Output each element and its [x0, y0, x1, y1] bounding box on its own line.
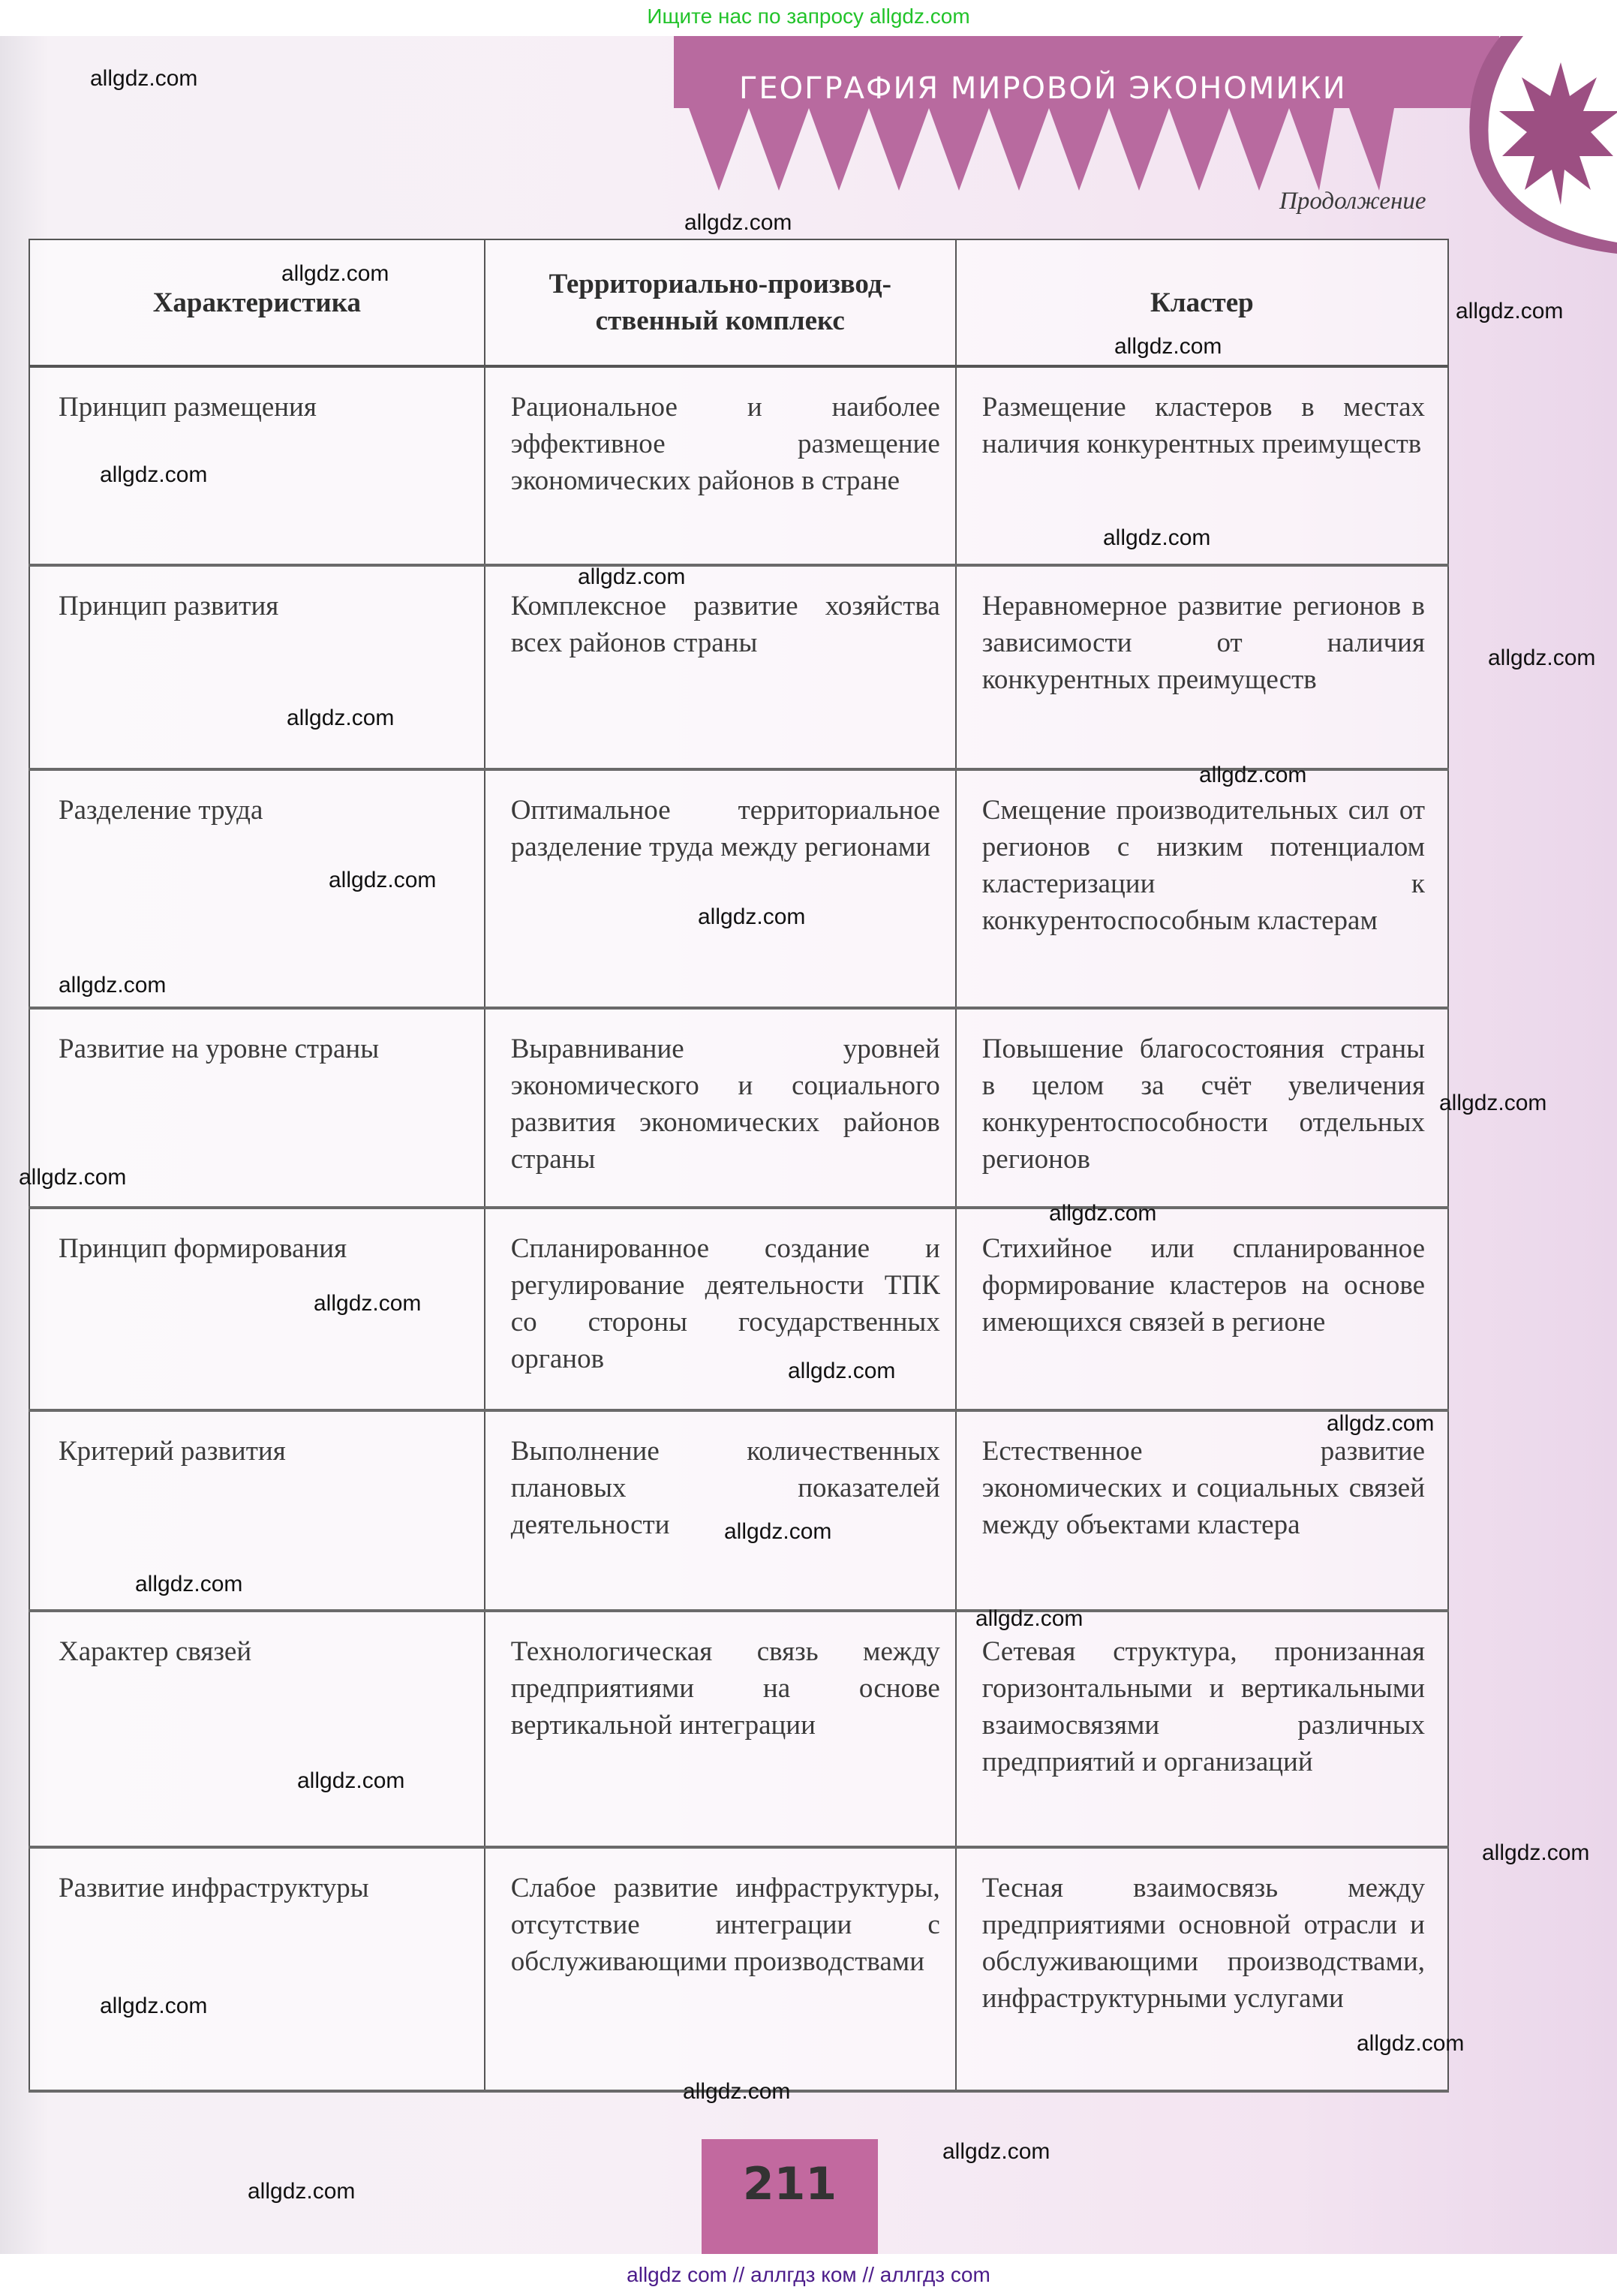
bottom-banner-text: allgdz com // аллгдз ком // аллгдз com: [627, 2263, 990, 2286]
table-row: [29, 1208, 1448, 1410]
watermark: allgdz.com: [287, 706, 395, 730]
watermark: allgdz.com: [1357, 2031, 1465, 2056]
column-header-characteristic: Характеристика: [29, 239, 485, 366]
watermark: allgdz.com: [248, 2179, 356, 2204]
watermark: allgdz.com: [1488, 645, 1596, 670]
table-header-row: [29, 239, 1448, 366]
watermark: allgdz.com: [1103, 525, 1211, 550]
watermark: allgdz.com: [59, 973, 167, 998]
top-banner: [0, 0, 1617, 36]
cell-characteristic: Принцип развития: [29, 565, 485, 769]
cell-characteristic: Характер связей: [29, 1611, 485, 1847]
comparison-table: [29, 239, 1449, 2093]
watermark: allgdz.com: [1439, 1091, 1547, 1115]
cell-tpk: Технологическая связь между предприятиями на основе вертикальной интеграции: [485, 1611, 956, 1847]
watermark: allgdz.com: [135, 1572, 243, 1596]
watermark: allgdz.com: [314, 1291, 422, 1316]
watermark: allgdz.com: [1327, 1411, 1435, 1436]
watermark: allgdz.com: [281, 261, 389, 286]
watermark: allgdz.com: [683, 2079, 791, 2104]
cell-cluster: Размещение кластеров в местах наличия конкурентных преимуществ: [956, 366, 1448, 565]
watermark: allgdz.com: [297, 1768, 405, 1793]
cell-cluster: Сетевая структура, пронизанная горизонтальными и вертикальными взаимосвязями различных предприятий и организаций: [956, 1611, 1448, 1847]
cell-characteristic: Разделение труда: [29, 769, 485, 1008]
cell-tpk: Комплексное развитие хозяйства всех районов страны: [485, 565, 956, 769]
watermark: allgdz.com: [1199, 763, 1307, 787]
page-number-tab: [702, 2139, 878, 2255]
watermark: allgdz.com: [578, 564, 686, 589]
cell-tpk: Рациональное и наиболее эффективное размещение экономических районов в стране: [485, 366, 956, 565]
cell-tpk: Выравнивание уровней экономического и социального развития экономических районов страны: [485, 1008, 956, 1208]
cell-cluster: Тесная взаимосвязь между предприятиями основной отрасли и обслуживающими производствами, инфраструктурными услугами: [956, 1847, 1448, 2091]
cell-tpk: Выполнение количественных плановых показателей деятельности: [485, 1410, 956, 1611]
watermark: allgdz.com: [1049, 1201, 1157, 1226]
watermark: allgdz.com: [329, 868, 437, 892]
bottom-banner: [0, 2254, 1617, 2296]
continuation-label: Продолжение: [1279, 188, 1426, 215]
watermark: allgdz.com: [684, 210, 792, 235]
page-number: 211: [742, 2158, 837, 2210]
cell-characteristic: Развитие на уровне страны: [29, 1008, 485, 1208]
watermark: allgdz.com: [90, 66, 198, 91]
table-row: [29, 1847, 1448, 2091]
star-emblem-icon: [1411, 36, 1617, 254]
table-row: [29, 565, 1448, 769]
watermark: allgdz.com: [100, 1994, 208, 2018]
column-header-cluster: Кластер: [956, 239, 1448, 366]
cell-cluster: Неравномерное развитие регионов в зависимости от наличия конкурентных преимуществ: [956, 565, 1448, 769]
cell-characteristic: Принцип размещения: [29, 366, 485, 565]
watermark: allgdz.com: [1482, 1840, 1590, 1865]
cell-tpk: Слабое развитие инфраструктуры, отсутствие интеграции с обслуживающими производствами: [485, 1847, 956, 2091]
table-row: [29, 366, 1448, 565]
watermark: allgdz.com: [975, 1606, 1084, 1631]
cell-cluster: Повышение благосостояния страны в целом за счёт увеличения конкурентоспособности отдельных регионов: [956, 1008, 1448, 1208]
watermark: allgdz.com: [1456, 299, 1564, 323]
cell-cluster: Естественное развитие экономических и социальных связей между объектами кластера: [956, 1410, 1448, 1611]
cell-cluster: Смещение производительных сил от регионов с низким потенциалом кластеризации к конкурентоспособным кластерам: [956, 769, 1448, 1008]
watermark: allgdz.com: [724, 1519, 832, 1544]
top-banner-text: Ищите нас по запросу allgdz.com: [647, 5, 970, 28]
watermark: allgdz.com: [19, 1165, 127, 1190]
cell-cluster: Стихийное или спланированное формирование кластеров на основе имеющихся связей в регионе: [956, 1208, 1448, 1410]
section-title: ГЕОГРАФИЯ МИРОВОЙ ЭКОНОМИКИ: [739, 71, 1347, 106]
table-row: [29, 1008, 1448, 1208]
cell-tpk: Оптимальное территориальное разделение труда между регионами: [485, 769, 956, 1008]
table-row: [29, 769, 1448, 1008]
watermark: allgdz.com: [1114, 334, 1222, 359]
cell-characteristic: Принцип формирования: [29, 1208, 485, 1410]
cell-characteristic: Критерий развития: [29, 1410, 485, 1611]
cell-characteristic: Развитие инфраструктуры: [29, 1847, 485, 2091]
watermark: allgdz.com: [942, 2139, 1050, 2164]
watermark: allgdz.com: [100, 462, 208, 487]
watermark: allgdz.com: [788, 1359, 896, 1383]
table-row: [29, 1611, 1448, 1847]
column-header-tpk: Территориально-производ-ственный комплекс: [485, 239, 956, 366]
watermark: allgdz.com: [698, 904, 806, 929]
cell-tpk: Спланированное создание и регулирование деятельности ТПК со стороны государственных органов: [485, 1208, 956, 1410]
